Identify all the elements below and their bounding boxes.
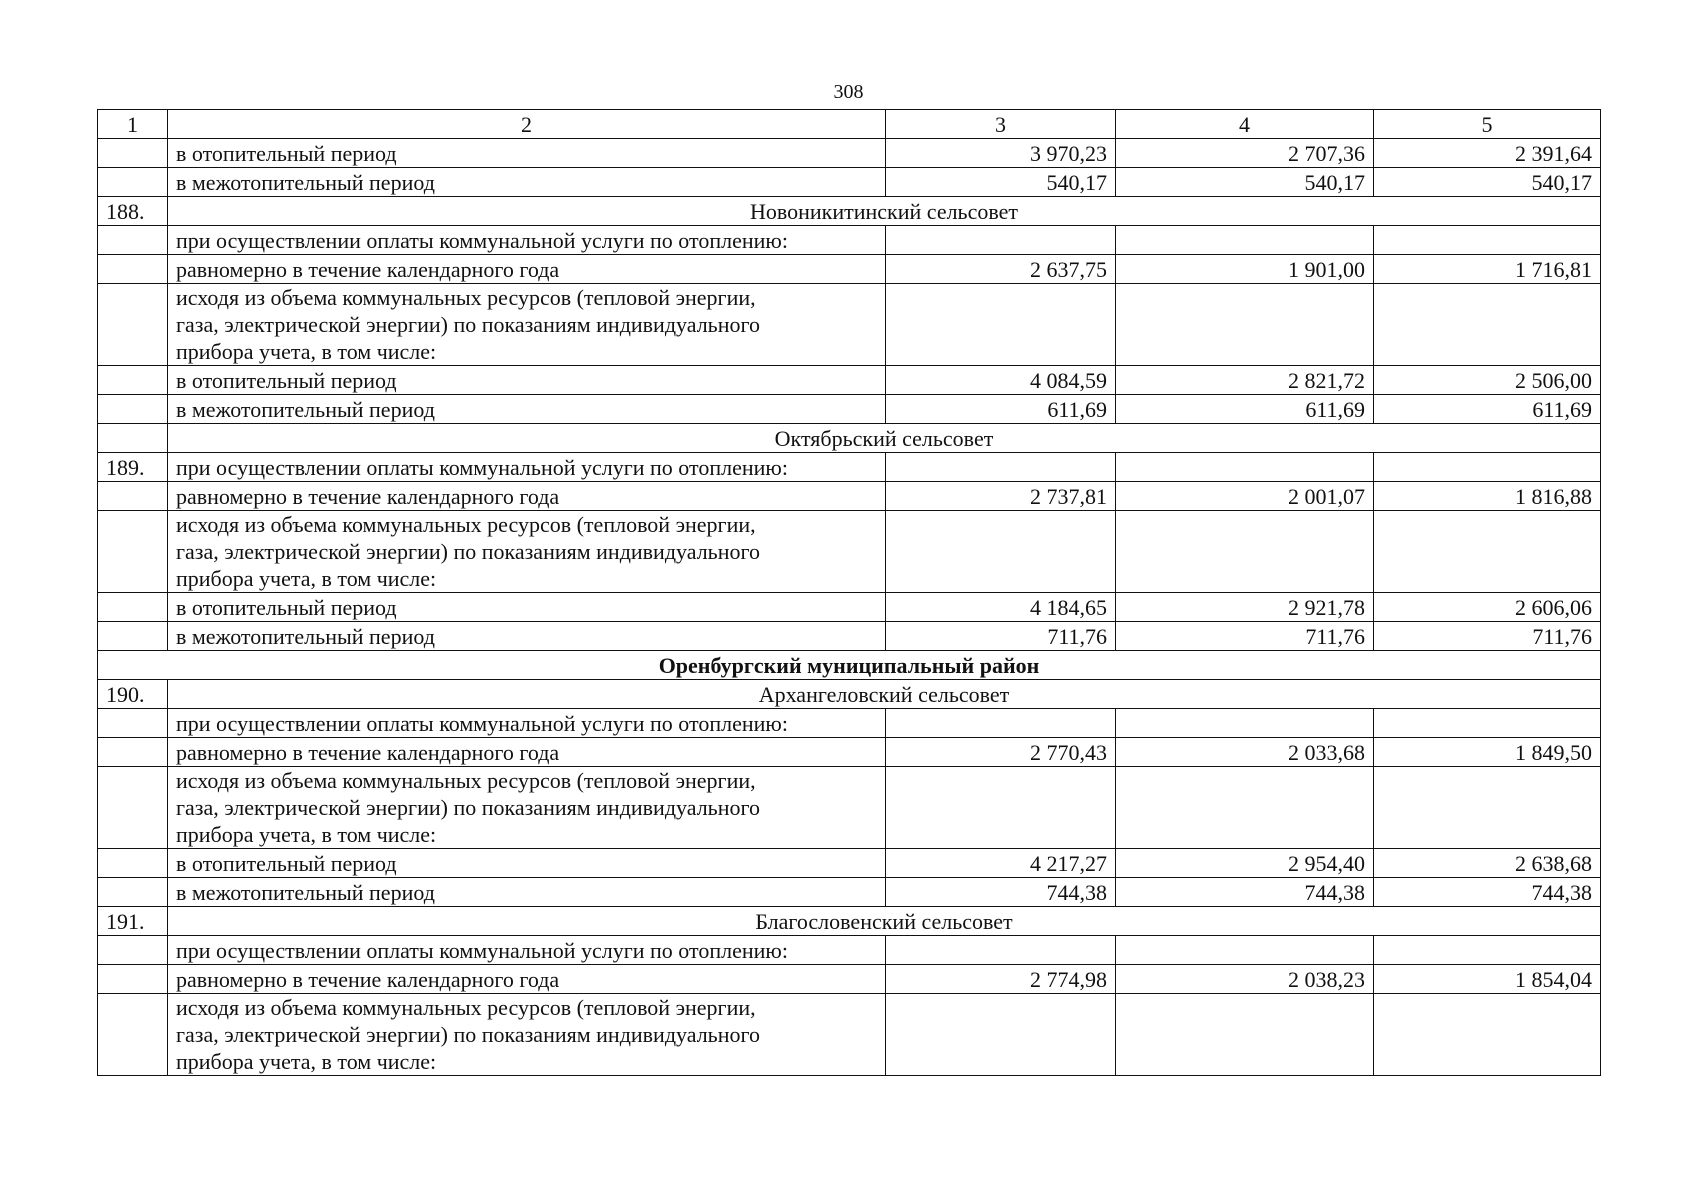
value-cell-col5 bbox=[1374, 709, 1601, 738]
value-cell-col4: 1 901,00 bbox=[1116, 255, 1374, 284]
value-cell-col5 bbox=[1374, 936, 1601, 965]
value-cell-col3 bbox=[886, 453, 1116, 482]
value-cell-col4: 2 038,23 bbox=[1116, 965, 1374, 994]
table-row bbox=[98, 936, 1601, 965]
value-cell-col3: 2 737,81 bbox=[886, 482, 1116, 511]
header-cell-2: 2 bbox=[168, 110, 886, 139]
row-number-cell bbox=[98, 709, 168, 738]
table-row bbox=[98, 511, 1601, 593]
value-cell-col4: 711,76 bbox=[1116, 622, 1374, 651]
row-number-cell bbox=[98, 395, 168, 424]
value-cell-col5 bbox=[1374, 767, 1601, 849]
value-cell-col5: 1 849,50 bbox=[1374, 738, 1601, 767]
row-label-cell: в отопительный период bbox=[168, 139, 886, 168]
row-label-cell: исходя из объема коммунальных ресурсов (тепловой энергии, газа, электрической энергии) по показаниям индивидуального прибора учета, в том числе: bbox=[168, 767, 886, 849]
row-label-cell: в отопительный период bbox=[168, 593, 886, 622]
section-row bbox=[98, 424, 1601, 453]
row-number-cell bbox=[98, 284, 168, 366]
row-number-cell bbox=[98, 767, 168, 849]
value-cell-col5: 2 391,64 bbox=[1374, 139, 1601, 168]
header-cell-5: 5 bbox=[1374, 110, 1601, 139]
value-cell-col5: 540,17 bbox=[1374, 168, 1601, 197]
section-row bbox=[98, 680, 1601, 709]
value-cell-col3: 711,76 bbox=[886, 622, 1116, 651]
row-label-cell: при осуществлении оплаты коммунальной услуги по отоплению: bbox=[168, 936, 886, 965]
value-cell-col4 bbox=[1116, 767, 1374, 849]
value-cell-col4: 2 954,40 bbox=[1116, 849, 1374, 878]
row-label-cell: при осуществлении оплаты коммунальной услуги по отоплению: bbox=[168, 226, 886, 255]
value-cell-col5: 2 638,68 bbox=[1374, 849, 1601, 878]
value-cell-col5: 2 606,06 bbox=[1374, 593, 1601, 622]
row-number-cell: 188. bbox=[98, 197, 168, 226]
value-cell-col4: 2 921,78 bbox=[1116, 593, 1374, 622]
table-row bbox=[98, 849, 1601, 878]
value-cell-col3: 4 217,27 bbox=[886, 849, 1116, 878]
value-cell-col5: 1 716,81 bbox=[1374, 255, 1601, 284]
table-row bbox=[98, 965, 1601, 994]
tariff-table bbox=[97, 109, 1601, 1076]
header-cell-4: 4 bbox=[1116, 110, 1374, 139]
value-cell-col3: 2 770,43 bbox=[886, 738, 1116, 767]
page-number: 308 bbox=[833, 81, 864, 103]
table-row bbox=[98, 482, 1601, 511]
header-cell-3: 3 bbox=[886, 110, 1116, 139]
value-cell-col5: 1 854,04 bbox=[1374, 965, 1601, 994]
value-cell-col4: 611,69 bbox=[1116, 395, 1374, 424]
row-label-cell: в межотопительный период bbox=[168, 395, 886, 424]
row-number-cell bbox=[98, 255, 168, 284]
value-cell-col4 bbox=[1116, 453, 1374, 482]
table-row bbox=[98, 738, 1601, 767]
row-label-cell: равномерно в течение календарного года bbox=[168, 482, 886, 511]
section-title-cell: Новоникитинский сельсовет bbox=[168, 197, 1601, 226]
row-label-cell: равномерно в течение календарного года bbox=[168, 965, 886, 994]
table-row bbox=[98, 622, 1601, 651]
value-cell-col4 bbox=[1116, 709, 1374, 738]
table-header-row bbox=[98, 110, 1601, 139]
row-label-cell: исходя из объема коммунальных ресурсов (тепловой энергии, газа, электрической энергии) по показаниям индивидуального прибора учета, в том числе: bbox=[168, 511, 886, 593]
row-label-cell: при осуществлении оплаты коммунальной услуги по отоплению: bbox=[168, 709, 886, 738]
value-cell-col3 bbox=[886, 994, 1116, 1076]
row-number-cell bbox=[98, 424, 168, 453]
row-number-cell bbox=[98, 965, 168, 994]
row-label-cell: при осуществлении оплаты коммунальной услуги по отоплению: bbox=[168, 453, 886, 482]
value-cell-col3 bbox=[886, 284, 1116, 366]
row-label-cell: в отопительный период bbox=[168, 849, 886, 878]
row-number-cell bbox=[98, 622, 168, 651]
row-number-cell bbox=[98, 168, 168, 197]
table-row bbox=[98, 366, 1601, 395]
table-row bbox=[98, 767, 1601, 849]
row-number-cell bbox=[98, 878, 168, 907]
value-cell-col3: 540,17 bbox=[886, 168, 1116, 197]
value-cell-col5 bbox=[1374, 284, 1601, 366]
value-cell-col3: 611,69 bbox=[886, 395, 1116, 424]
row-number-cell bbox=[98, 366, 168, 395]
value-cell-col4: 2 707,36 bbox=[1116, 139, 1374, 168]
row-number-cell bbox=[98, 139, 168, 168]
value-cell-col3: 744,38 bbox=[886, 878, 1116, 907]
value-cell-col5 bbox=[1374, 453, 1601, 482]
value-cell-col5: 744,38 bbox=[1374, 878, 1601, 907]
section-row bbox=[98, 197, 1601, 226]
table-row bbox=[98, 139, 1601, 168]
value-cell-col5: 1 816,88 bbox=[1374, 482, 1601, 511]
table-row bbox=[98, 593, 1601, 622]
value-cell-col3: 4 184,65 bbox=[886, 593, 1116, 622]
value-cell-col3 bbox=[886, 511, 1116, 593]
table-row bbox=[98, 168, 1601, 197]
row-number-cell bbox=[98, 738, 168, 767]
value-cell-col3: 2 637,75 bbox=[886, 255, 1116, 284]
value-cell-col4 bbox=[1116, 511, 1374, 593]
value-cell-col4 bbox=[1116, 936, 1374, 965]
row-number-cell: 190. bbox=[98, 680, 168, 709]
header-cell-1: 1 bbox=[98, 110, 168, 139]
value-cell-col4: 744,38 bbox=[1116, 878, 1374, 907]
row-number-cell bbox=[98, 511, 168, 593]
value-cell-col3: 4 084,59 bbox=[886, 366, 1116, 395]
row-label-cell: равномерно в течение календарного года bbox=[168, 738, 886, 767]
row-label-cell: в межотопительный период bbox=[168, 168, 886, 197]
table-row bbox=[98, 284, 1601, 366]
row-label-cell: равномерно в течение календарного года bbox=[168, 255, 886, 284]
value-cell-col4 bbox=[1116, 226, 1374, 255]
table-row bbox=[98, 878, 1601, 907]
row-number-cell bbox=[98, 482, 168, 511]
table-row bbox=[98, 255, 1601, 284]
value-cell-col5 bbox=[1374, 226, 1601, 255]
value-cell-col3 bbox=[886, 709, 1116, 738]
row-label-cell: в межотопительный период bbox=[168, 622, 886, 651]
value-cell-col3: 2 774,98 bbox=[886, 965, 1116, 994]
value-cell-col3: 3 970,23 bbox=[886, 139, 1116, 168]
row-label-cell: исходя из объема коммунальных ресурсов (тепловой энергии, газа, электрической энергии) по показаниям индивидуального прибора учета, в том числе: bbox=[168, 284, 886, 366]
value-cell-col4 bbox=[1116, 284, 1374, 366]
value-cell-col5: 711,76 bbox=[1374, 622, 1601, 651]
district-row bbox=[98, 651, 1601, 680]
row-number-cell bbox=[98, 849, 168, 878]
row-number-cell bbox=[98, 226, 168, 255]
row-number-cell bbox=[98, 593, 168, 622]
row-label-cell: исходя из объема коммунальных ресурсов (тепловой энергии, газа, электрической энергии) по показаниям индивидуального прибора учета, в том числе: bbox=[168, 994, 886, 1076]
table-row bbox=[98, 453, 1601, 482]
row-number-cell bbox=[98, 994, 168, 1076]
row-label-cell: в отопительный период bbox=[168, 366, 886, 395]
table-row bbox=[98, 994, 1601, 1076]
table-row bbox=[98, 395, 1601, 424]
value-cell-col5: 611,69 bbox=[1374, 395, 1601, 424]
value-cell-col5: 2 506,00 bbox=[1374, 366, 1601, 395]
section-title-cell: Октябрьский сельсовет bbox=[168, 424, 1601, 453]
value-cell-col4 bbox=[1116, 994, 1374, 1076]
section-title-cell: Благословенский сельсовет bbox=[168, 907, 1601, 936]
district-title-cell: Оренбургский муниципальный район bbox=[98, 651, 1601, 680]
value-cell-col3 bbox=[886, 936, 1116, 965]
value-cell-col4: 2 001,07 bbox=[1116, 482, 1374, 511]
value-cell-col4: 2 033,68 bbox=[1116, 738, 1374, 767]
value-cell-col3 bbox=[886, 767, 1116, 849]
value-cell-col3 bbox=[886, 226, 1116, 255]
row-number-cell: 191. bbox=[98, 907, 168, 936]
value-cell-col4: 2 821,72 bbox=[1116, 366, 1374, 395]
tariff-table-body bbox=[98, 110, 1601, 1076]
value-cell-col5 bbox=[1374, 994, 1601, 1076]
row-label-cell: в межотопительный период bbox=[168, 878, 886, 907]
value-cell-col5 bbox=[1374, 511, 1601, 593]
row-number-cell: 189. bbox=[98, 453, 168, 482]
table-row bbox=[98, 226, 1601, 255]
section-title-cell: Архангеловский сельсовет bbox=[168, 680, 1601, 709]
table-row bbox=[98, 709, 1601, 738]
value-cell-col4: 540,17 bbox=[1116, 168, 1374, 197]
section-row bbox=[98, 907, 1601, 936]
row-number-cell bbox=[98, 936, 168, 965]
